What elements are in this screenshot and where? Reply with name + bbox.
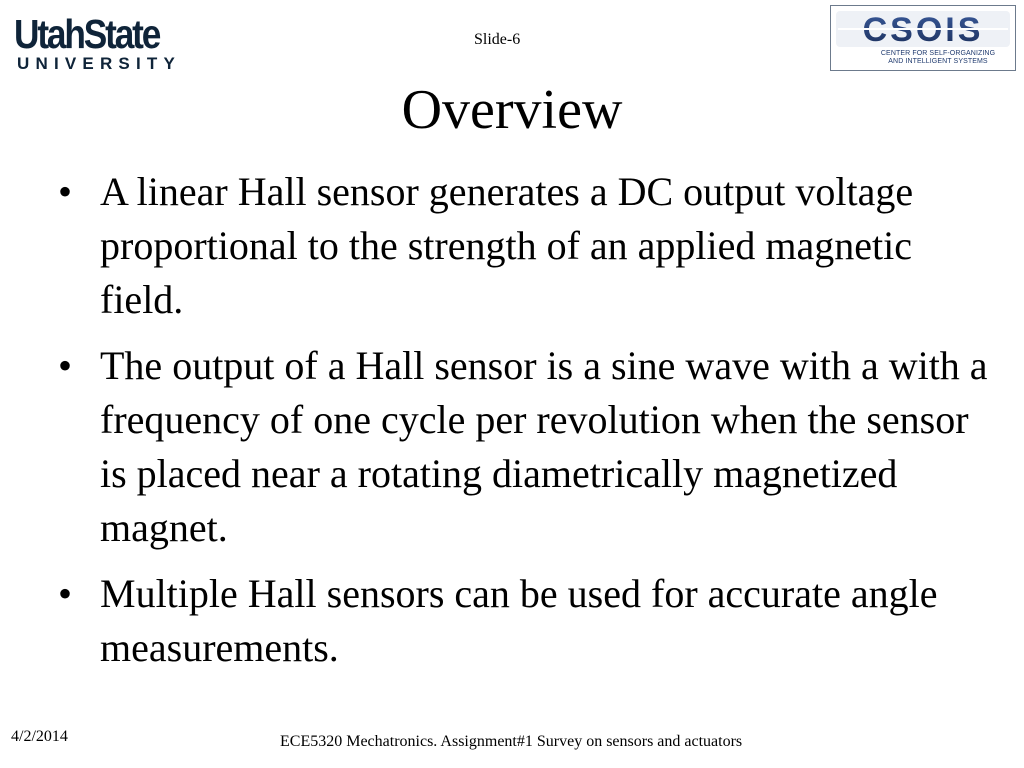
bullet-item [58,567,988,675]
bullet-text: Multiple Hall sensors can be used for accurate angle measurements. [100,571,938,670]
bullet-text: A linear Hall sensor generates a DC output voltage proportional to the strength of an applied magnetic field. [100,169,914,322]
csois-subtitle-line1: CENTER FOR SELF-ORGANIZING [880,50,996,57]
csois-subtitle-line2: AND INTELLIGENT SYSTEMS [888,58,988,65]
usu-logo [14,12,200,74]
bullet-marker: • [58,169,73,214]
slide-number-label: Slide-6 [474,31,521,48]
csois-logo-text: CSOIS [862,11,984,49]
bullet-text: The output of a Hall sensor is a sine wave with a with a frequency of one cycle per revolution when the sensor is placed near a rotating diametrically magnetized magnet. [100,343,988,550]
footer-date: 4/2/2014 [11,728,68,745]
csois-logo [830,5,1016,71]
usu-logo-wordmark: UtahState [14,11,160,57]
footer-course-title: ECE5320 Mechatronics. Assignment#1 Survey on sensors and actuators [280,733,743,750]
bullet-item [58,165,988,327]
bullet-item [58,339,988,555]
bullet-list [58,165,988,687]
usu-logo-university: UNIVERSITY [17,54,182,73]
slide-title: Overview [401,79,623,141]
bullet-marker: • [58,343,73,388]
bullet-marker: • [58,571,73,616]
